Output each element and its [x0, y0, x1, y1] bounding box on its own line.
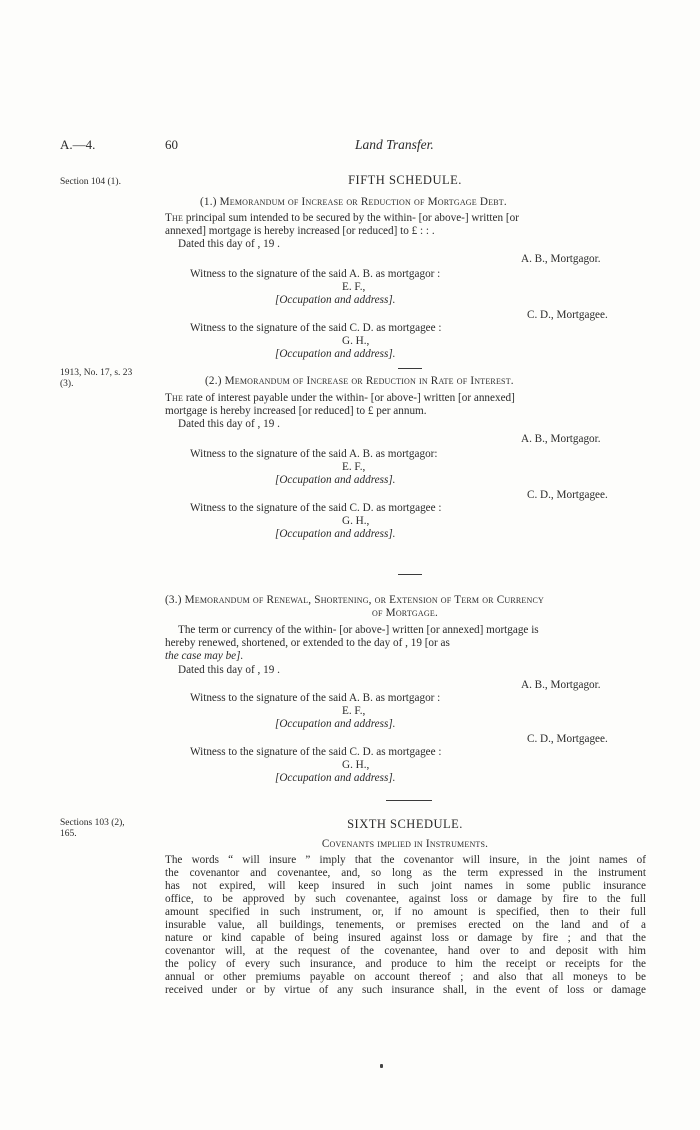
body-line: insurable value, all buildings, tenements, or premises erected on the land and of a [165, 919, 646, 931]
memo2-signer-mortgagee: C. D., Mortgagee. [527, 489, 608, 501]
memo1-signer-mortgagee: C. D., Mortgagee. [527, 309, 608, 321]
memo3-witness2: Witness to the signature of the said C. D. as mortgagee : [190, 746, 442, 758]
body-line: has not expired, will keep insured in such joint names in some public insurance [165, 880, 646, 892]
memo3-line1: The term or currency of the within- [or above-] written [or annexed] mortgage is [178, 624, 539, 636]
memo2-heading: (2.) Memorandum of Increase or Reduction in Rate of Interest. [205, 375, 514, 387]
body-line: received under or by virtue of any such insurance shall, in the event of loss or damage [165, 984, 646, 996]
memo2-line1: The rate of interest payable under the within- [or above-] written [or annexed] [165, 392, 515, 404]
section-divider [398, 574, 422, 575]
memo3-heading-line1: (3.) Memorandum of Renewal, Shortening, or Extension of Term or Currency [165, 594, 544, 606]
section-divider [386, 800, 432, 801]
memo1-witness2: Witness to the signature of the said C. D. as mortgagee : [190, 322, 442, 334]
page-number: 60 [165, 137, 178, 152]
body-line: covenantor will, at the request of the covenantee, hand over to and deposit with him [165, 945, 646, 957]
memo1-dated: Dated this day of , 19 . [178, 238, 280, 250]
memo1-signer-mortgagor: A. B., Mortgagor. [521, 253, 601, 265]
memo3-signer-mortgagee: C. D., Mortgagee. [527, 733, 608, 745]
body-line: The words “ will insure ” imply that the covenantor will insure, in the joint names of [165, 854, 646, 866]
memo3-occupation1: [Occupation and address]. [275, 718, 396, 730]
memo3-line2: hereby renewed, shortened, or extended to the day of , 19 [or as [165, 637, 450, 649]
margin-note-line: (3). [60, 379, 74, 389]
memo3-dated: Dated this day of , 19 . [178, 664, 280, 676]
memo1-witness2-name: G. H., [342, 335, 370, 347]
memo2-occupation2: [Occupation and address]. [275, 528, 396, 540]
memo3-signer-mortgagor: A. B., Mortgagor. [521, 679, 601, 691]
sixth-schedule-subtitle: Covenants implied in Instruments. [321, 838, 489, 850]
memo2-line2: mortgage is hereby increased [or reduced] to £ per annum. [165, 405, 427, 417]
memo3-line3: the case may be]. [165, 650, 244, 662]
margin-note-rate-interest [60, 368, 132, 390]
margin-note-line: Sections 103 (2), [60, 818, 125, 828]
body-line: annual or other premiums payable on account thereof ; and also that all moneys to be [165, 971, 646, 983]
body-line: office, to be approved by such covenantee, against loss or damage by fire to the full [165, 893, 646, 905]
margin-note-sixth-schedule [60, 818, 125, 840]
page-mark [380, 1064, 383, 1068]
memo1-occupation2: [Occupation and address]. [275, 348, 396, 360]
sixth-schedule-title: SIXTH SCHEDULE. [347, 817, 463, 831]
memo3-witness2-name: G. H., [342, 759, 370, 771]
memo1-witness1-name: E. F., [342, 281, 366, 293]
margin-note-line: 1913, No. 17, s. 23 [60, 368, 133, 378]
memo3-heading-line2: of Mortgage. [372, 607, 438, 619]
running-title: Land Transfer. [355, 137, 434, 152]
memo3-occupation2: [Occupation and address]. [275, 772, 396, 784]
fifth-schedule-title: FIFTH SCHEDULE. [348, 173, 462, 187]
memo1-heading: (1.) Memorandum of Increase or Reduction of Mortgage Debt. [200, 196, 507, 208]
document-reference: A.—4. [60, 137, 96, 152]
margin-note-fifth-schedule: Section 104 (1). [60, 177, 121, 187]
margin-note-line: 165. [60, 829, 77, 839]
memo2-witness2: Witness to the signature of the said C. D. as mortgagee : [190, 502, 442, 514]
memo2-occupation1: [Occupation and address]. [275, 474, 396, 486]
memo1-line2: annexed] mortgage is hereby increased [or reduced] to £ : : . [165, 225, 435, 237]
memo2-witness1: Witness to the signature of the said A. B. as mortgagor: [190, 448, 438, 460]
memo1-witness1: Witness to the signature of the said A. B. as mortgagor : [190, 268, 441, 280]
memo1-line1: The principal sum intended to be secured by the within- [or above-] written [or [165, 212, 519, 224]
memo2-witness2-name: G. H., [342, 515, 370, 527]
body-line: nature or kind capable of being insured against loss or damage by fire ; and that the [165, 932, 646, 944]
memo3-witness1-name: E. F., [342, 705, 366, 717]
memo2-dated: Dated this day of , 19 . [178, 418, 280, 430]
memo1-occupation1: [Occupation and address]. [275, 294, 396, 306]
body-line: amount specified in such instrument, or, if no amount is specified, then to their full [165, 906, 646, 918]
body-line: the policy of every such insurance, and produce to him the receipt or receipts for the [165, 958, 646, 970]
memo2-witness1-name: E. F., [342, 461, 366, 473]
memo3-witness1: Witness to the signature of the said A. B. as mortgagor : [190, 692, 441, 704]
sixth-schedule-body [165, 854, 646, 997]
memo2-signer-mortgagor: A. B., Mortgagor. [521, 433, 601, 445]
body-line: the covenantor and covenantee, and, so long as the term expressed in the instrument [165, 867, 646, 879]
section-divider [398, 368, 422, 369]
